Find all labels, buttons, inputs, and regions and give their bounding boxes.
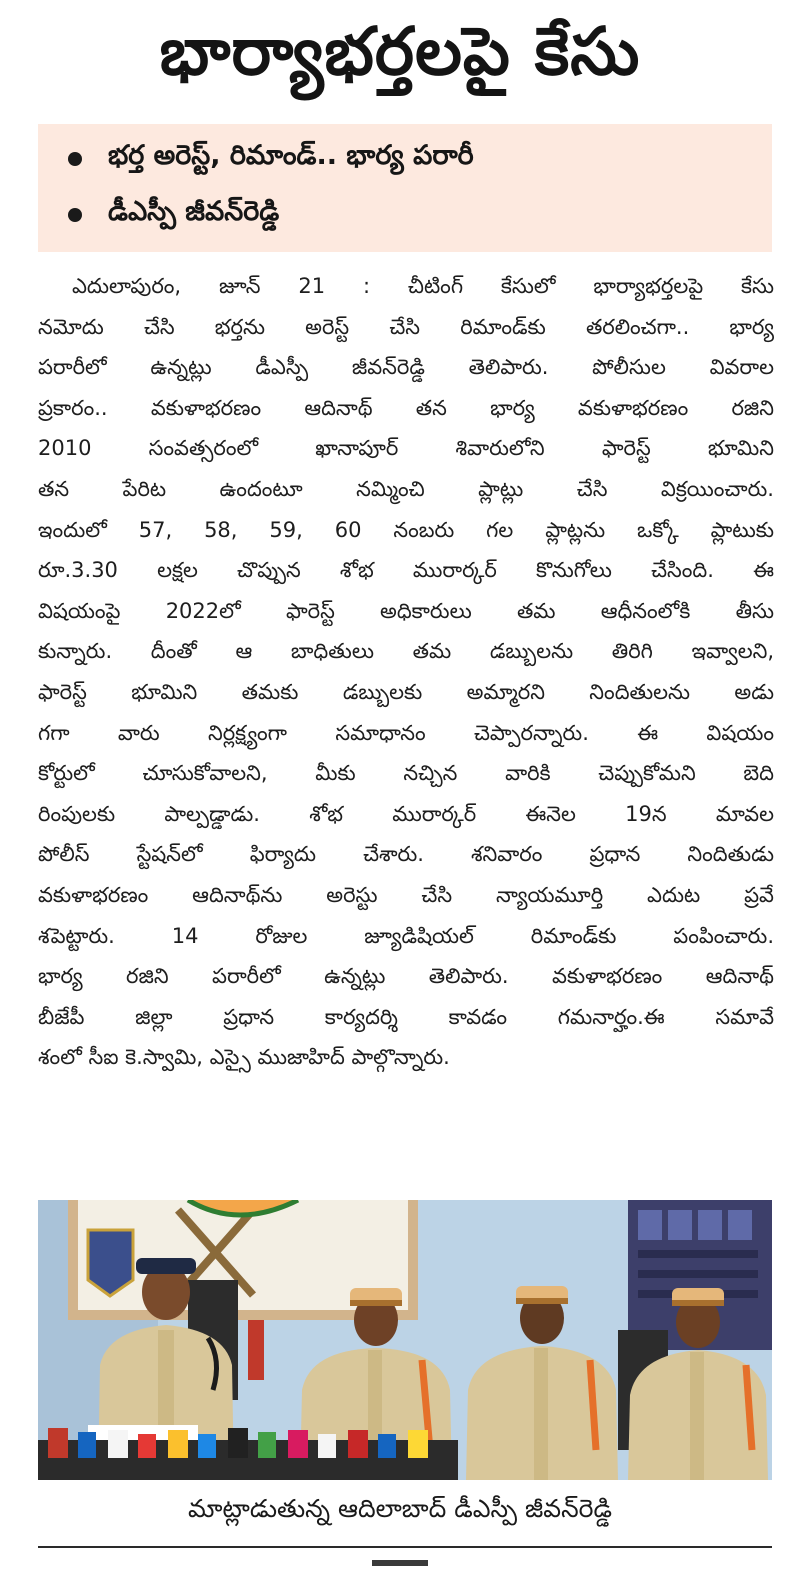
body-line: శపెట్టారు. 14 రోజుల జ్యూడిషియల్ రిమాండ్‌కు పంపించారు. <box>38 923 774 948</box>
headline: భార్యాభర్తలపై కేసు <box>159 12 641 90</box>
body-line: శంలో సీఐ కె.స్వామి, ఎస్సై ముజాహిద్ పాల్గొన్నారు. <box>38 1045 450 1070</box>
body-line: రూ.3.30 లక్షల చొప్పున శోభ మురార్కర్ కొనుగోలు చేసింది. ఈ <box>38 558 774 583</box>
bottom-divider <box>38 1546 772 1548</box>
body-line: విషయంపై 2022లో ఫారెస్ట్ అధికారులు తమ ఆధీనంలోకి తీసు <box>38 598 774 623</box>
subhead-text: భర్త అరెస్ట్, రిమాండ్.. భార్య పరారీ <box>108 140 474 171</box>
subhead-box <box>38 124 772 252</box>
body-line: కోర్టులో చూసుకోవాలని, మీకు నచ్చిన వారికి చెప్పుకోమని బెది <box>38 761 774 786</box>
body-line: తన పేరిట ఉందంటూ నమ్మించి ప్లాట్లు చేసి విక్రయించారు. <box>38 476 774 501</box>
bullet-icon <box>68 152 82 166</box>
body-line: ఎదులాపురం, జూన్ 21 : చీటింగ్ కేసులో భార్యాభర్తలపై కేసు <box>72 274 774 298</box>
subhead-text: డీఎస్పీ జీవన్‌రెడ్డి <box>108 196 280 227</box>
body-line: వకుళాభరణం ఆదినాథ్‌ను అరెస్టు చేసి న్యాయమూర్తి ఎదుట ప్రవే <box>38 882 774 907</box>
press-meet-photo <box>38 1200 772 1480</box>
photo-illustration <box>38 1200 772 1480</box>
body-line: పరారీలో ఉన్నట్లు డీఎస్పీ జీవన్‌రెడ్డి తెలిపారు. పోలీసుల వివరాల <box>38 355 774 380</box>
subhead-item <box>68 196 279 234</box>
body-line: పోలీస్ స్టేషన్‌లో ఫిర్యాదు చేశారు. శనివారం ప్రధాన నిందితుడు <box>38 842 774 867</box>
body-line: రింపులకు పాల్పడ్డాడు. శోభ మురార్కర్ ఈనెల 19న మావల <box>38 801 774 826</box>
page-edge-mark <box>372 1560 428 1566</box>
body-line: ఇందులో 57, 58, 59, 60 నంబరు గల ప్లాట్లను ఒక్కో ప్లాటుకు <box>38 517 774 542</box>
body-line: బీజేపీ జిల్లా ప్రధాన కార్యదర్శి కావడం గమనార్హం.ఈ సమావే <box>38 1004 774 1029</box>
photo-caption: మాట్లాడుతున్న ఆదిలాబాద్ డీఎస్పీ జీవన్‌రెడ్డి <box>188 1494 612 1523</box>
article-body <box>38 266 774 1078</box>
body-line: కున్నారు. దీంతో ఆ బాధితులు తమ డబ్బులను తిరిగి ఇవ్వాలని, <box>38 639 774 664</box>
body-line: ప్రకారం.. వకుళాభరణం ఆదినాథ్ తన భార్య వకుళాభరణం రజిని <box>38 395 774 420</box>
subhead-item <box>68 140 474 178</box>
body-line: నమోదు చేసి భర్తను అరెస్ట్ చేసి రిమాండ్‌కు తరలించగా.. భార్య <box>38 314 774 339</box>
body-line: 2010 సంవత్సరంలో ఖానాపూర్ శివారులోని ఫారెస్ట్ భూమిని <box>38 436 774 461</box>
bullet-icon <box>68 208 82 222</box>
body-line: గగా వారు నిర్లక్ష్యంగా సమాధానం చెప్పారన్నారు. ఈ విషయం <box>38 720 774 745</box>
body-line: ఫారెస్ట్ భూమిని తమకు డబ్బులకు అమ్మారని నిందితులను అడు <box>38 679 774 704</box>
body-line: భార్య రజిని పరారీలో ఉన్నట్లు తెలిపారు. వకుళాభరణం ఆదినాథ్ <box>38 964 774 989</box>
